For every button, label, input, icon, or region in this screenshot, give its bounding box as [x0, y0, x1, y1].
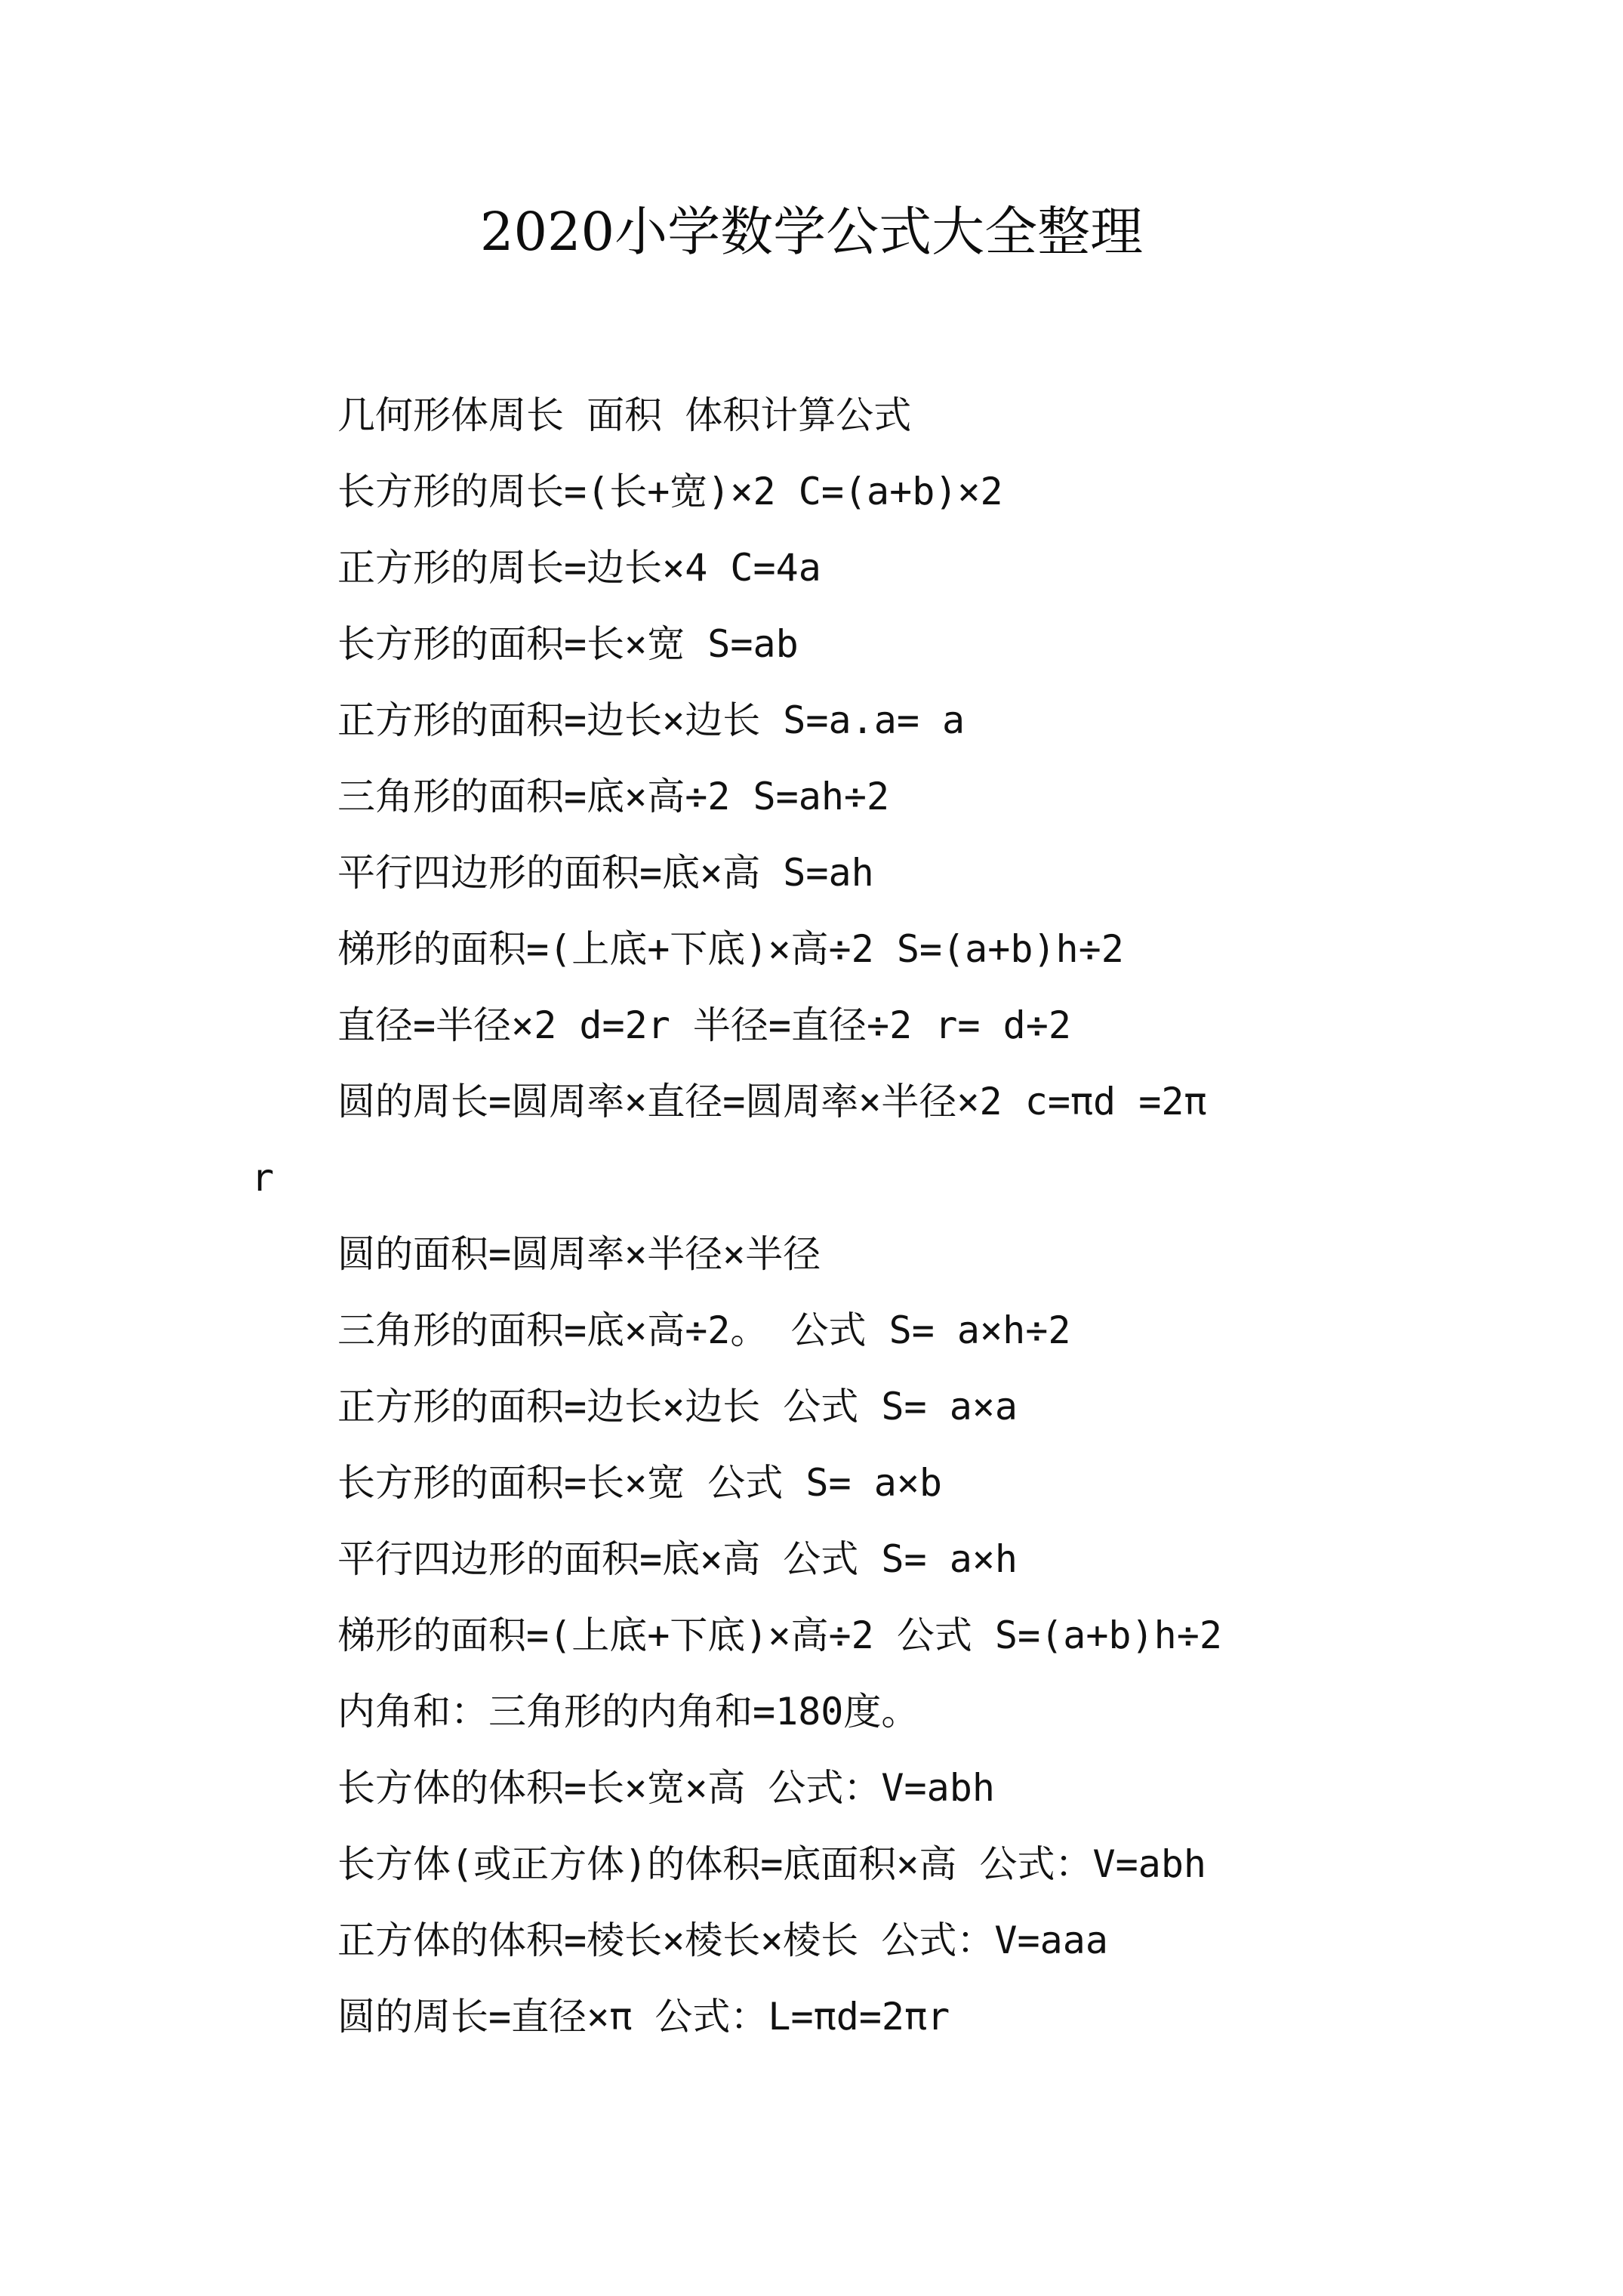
section-heading: 几何形体周长 面积 体积计算公式 [337, 393, 912, 437]
formula-line: 直径=半径×2 d=2r 半径=直径÷2 r= d÷2 [337, 1003, 1071, 1047]
formula-line: 圆的周长=圆周率×直径=圆周率×半径×2 c=πd =2π [337, 1080, 1207, 1123]
formula-line: 正方体的体积=棱长×棱长×棱长 公式：V=aaa [337, 1918, 1108, 1962]
formula-line: 长方体的体积=长×宽×高 公式：V=abh [337, 1766, 995, 1810]
formula-list [251, 378, 1455, 2055]
formula-line-continuation: r [251, 1156, 275, 1200]
formula-line: 三角形的面积=底×高÷2 S=ah÷2 [337, 775, 890, 818]
formula-line: 圆的面积=圆周率×半径×半径 [337, 1232, 821, 1276]
formula-line: 梯形的面积=(上底+下底)×高÷2 公式 S=(a+b)h÷2 [337, 1613, 1222, 1657]
formula-line: 长方体(或正方体)的体积=底面积×高 公式：V=abh [337, 1842, 1207, 1886]
formula-line: 正方形的面积=边长×边长 公式 S= a×a [337, 1385, 1018, 1428]
formula-line: 平行四边形的面积=底×高 公式 S= a×h [337, 1537, 1018, 1581]
page-title: 2020小学数学公式大全整理 [479, 201, 1144, 263]
formula-line: 长方形的周长=(长+宽)×2 C=(a+b)×2 [337, 470, 1003, 513]
formula-line: 圆的周长=直径×π 公式：L=πd=2πr [337, 1995, 950, 2039]
formula-line: 平行四边形的面积=底×高 S=ah [337, 851, 874, 895]
formula-line: 长方形的面积=长×宽 S=ab [337, 622, 799, 666]
formula-line: 正方形的周长=边长×4 C=4a [337, 546, 821, 590]
formula-line: 三角形的面积=底×高÷2。 公式 S= a×h÷2 [337, 1308, 1071, 1352]
formula-line: 内角和：三角形的内角和=180度。 [337, 1690, 919, 1734]
formula-line: 长方形的面积=长×宽 公式 S= a×b [337, 1461, 943, 1505]
formula-line: 梯形的面积=(上底+下底)×高÷2 S=(a+b)h÷2 [337, 927, 1124, 971]
formula-line: 正方形的面积=边长×边长 S=a.a= a [337, 698, 965, 742]
